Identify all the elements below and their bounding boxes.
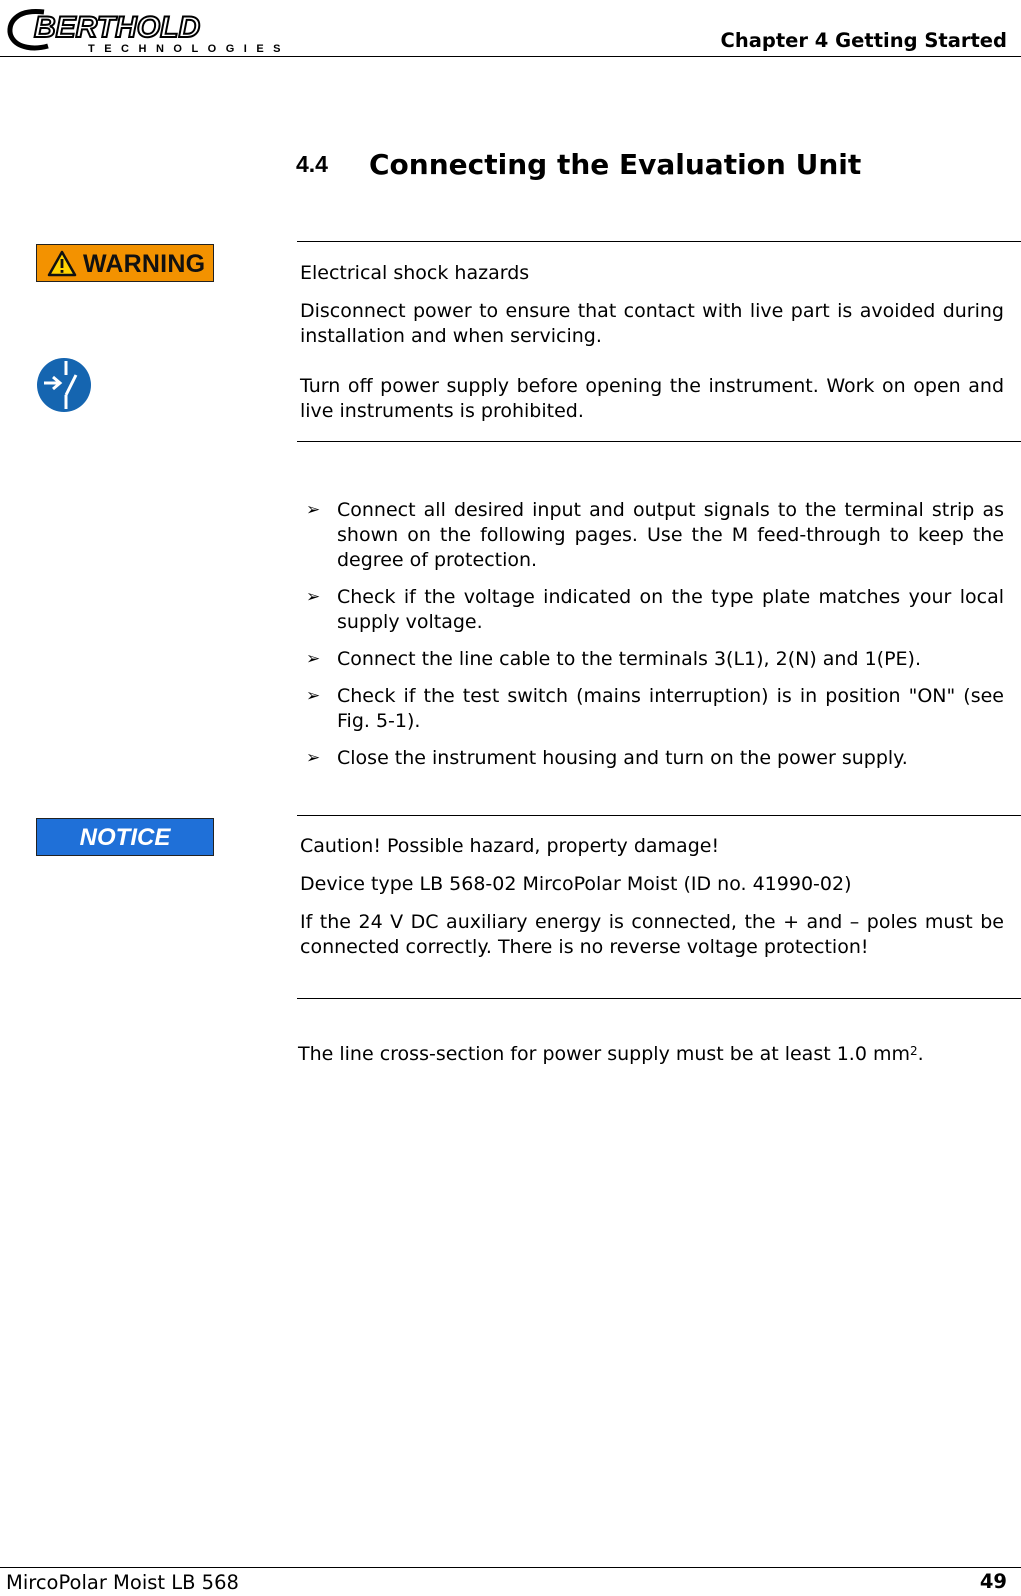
section-number: 4.4 [296,151,328,177]
notice-heading: Caution! Possible hazard, property damage! [300,835,720,857]
cross-section-note: The line cross-section for power supply must be at least 1.0 $mm^2$. [298,1043,924,1065]
notice-badge [36,818,214,856]
arrow-bullet-icon: ➢ [306,748,321,768]
notice-top-rule [297,815,1021,816]
list-item: ➢ Check if the voltage indicated on the type plate matches your local supply voltage. [306,586,1004,633]
section-title: Connecting the Evaluation Unit [369,148,862,181]
warning-text-1: Disconnect power to ensure that contact with live part is avoided during installation and when servicing. [300,300,1004,347]
svg-text:TECHNOLOGIES: TECHNOLOGIES [88,43,291,54]
arrow-bullet-icon: ➢ [306,649,321,669]
steps-list [306,498,1004,771]
arrow-bullet-icon: ➢ [306,686,321,706]
footer-product: MircoPolar Moist LB 568 [6,1571,239,1594]
arrow-bullet-icon: ➢ [306,587,321,607]
list-item: ➢ Connect all desired input and output signals to the terminal strip as shown on the following pages. Use the M feed-through to keep the degree of protection. [306,499,1004,571]
warning-heading: Electrical shock hazards [300,262,530,284]
page-number: 49 [979,1570,1007,1593]
footer-rule [0,1567,1021,1568]
notice-label: NOTICE [79,824,171,851]
list-item: ➢ Close the instrument housing and turn on the power supply. [306,747,908,769]
svg-text:BERTHOLD: BERTHOLD [34,11,201,44]
warning-triangle-icon [47,250,77,277]
disconnect-mains-icon [36,357,92,413]
list-item: ➢ Connect the line cable to the terminals 3(L1), 2(N) and 1(PE). [306,648,921,670]
header-rule [0,56,1021,57]
warning-top-rule [297,241,1021,242]
notice-text: If the 24 V DC auxiliary energy is connected, the + and – poles must be connected correctly. There is no reverse voltage protection! [300,911,1004,958]
warning-text-2: Turn off power supply before opening the instrument. Work on open and live instruments is prohibited. [300,375,1004,422]
arrow-bullet-icon: ➢ [306,500,321,520]
chapter-title: Chapter 4 Getting Started [720,29,1007,52]
warning-bottom-rule [297,441,1021,442]
list-item: ➢ Check if the test switch (mains interruption) is in position "ON" (see Fig. 5-1). [306,685,1004,732]
berthold-logo [4,6,304,54]
warning-label: WARNING [83,250,206,278]
notice-device: Device type LB 568-02 MircoPolar Moist (ID no. 41990-02) [300,873,852,895]
warning-badge [36,244,214,282]
notice-bottom-rule [297,998,1021,999]
